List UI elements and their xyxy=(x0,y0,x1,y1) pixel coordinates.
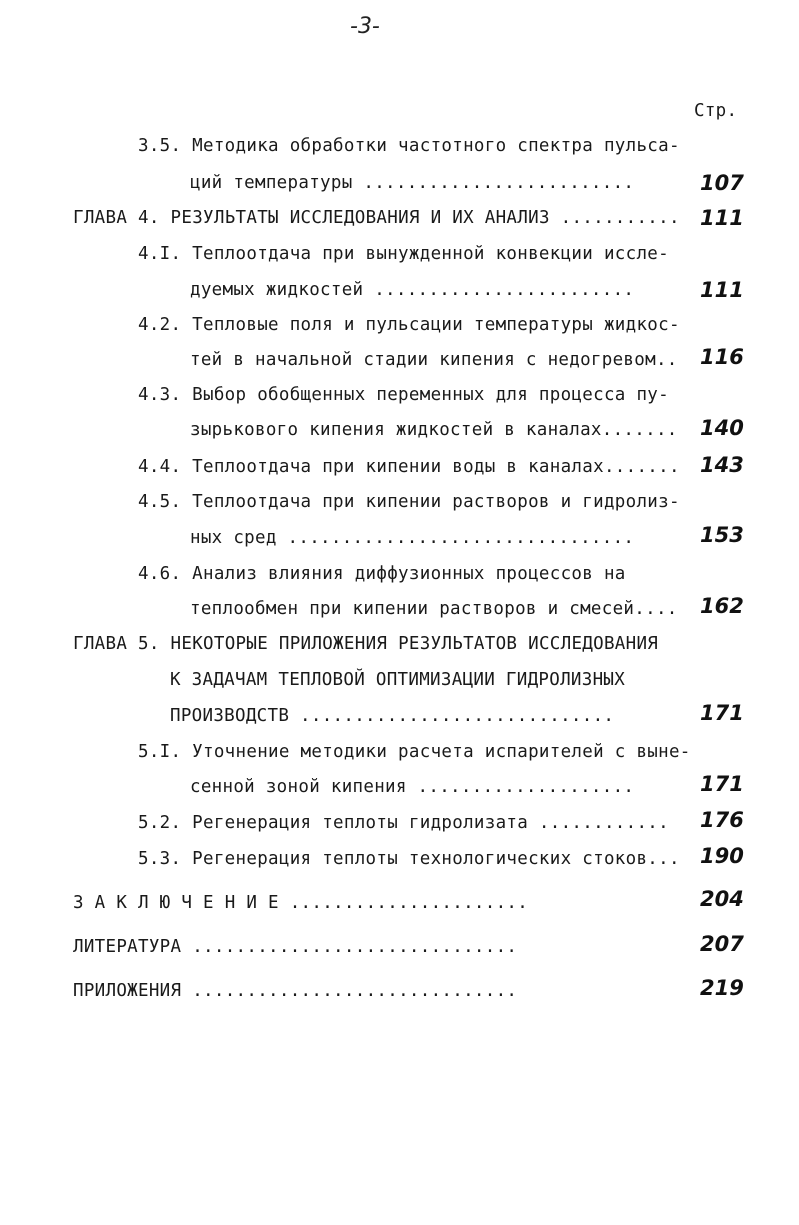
toc-chapter-5-line-2: К ЗАДАЧАМ ТЕПЛОВОЙ ОПТИМИЗАЦИИ ГИДРОЛИЗНЫХ xyxy=(170,670,626,690)
toc-appendices: ПРИЛОЖЕНИЯ .............................. xyxy=(73,981,518,1001)
toc-3-5-line-2: ций температуры ......................... xyxy=(190,173,635,193)
page-column-label: Стр. xyxy=(694,101,738,121)
toc-4-6-page: 162 xyxy=(700,594,744,618)
toc-conclusion-page: 204 xyxy=(700,887,744,911)
toc-4-2-page: 116 xyxy=(700,345,744,369)
toc-literature-page: 207 xyxy=(700,932,744,956)
toc-appendices-page: 219 xyxy=(700,976,744,1000)
toc-chapter-4-page: 111 xyxy=(700,206,744,230)
toc-4-1-page: 111 xyxy=(700,278,744,302)
toc-4-4-line-1: 4.4. Теплоотдача при кипении воды в каналах....... xyxy=(138,457,680,477)
toc-4-2-line-2: тей в начальной стадии кипения с недогревом.. xyxy=(190,350,678,370)
toc-4-5-line-1: 4.5. Теплоотдача при кипении растворов и гидролиз- xyxy=(138,492,680,512)
toc-5-2-page: 176 xyxy=(700,808,744,832)
toc-4-4-page: 143 xyxy=(700,453,744,477)
toc-chapter-5-line-3: ПРОИЗВОДСТВ ............................. xyxy=(170,706,615,726)
toc-5-1-line-2: сенной зоной кипения .................... xyxy=(190,777,635,797)
toc-4-5-line-2: ных сред ................................ xyxy=(190,528,635,548)
toc-5-3-page: 190 xyxy=(700,844,744,868)
toc-5-1-page: 171 xyxy=(700,772,744,796)
toc-4-2-line-1: 4.2. Тепловые поля и пульсации температуры жидкос- xyxy=(138,315,680,335)
toc-3-5-line-1: 3.5. Методика обработки частотного спектра пульса- xyxy=(138,136,680,156)
toc-3-5-page: 107 xyxy=(700,171,744,195)
toc-4-3-page: 140 xyxy=(700,416,744,440)
toc-conclusion: З А К Л Ю Ч Е Н И Е ...................... xyxy=(73,893,529,913)
toc-4-3-line-2: зырькового кипения жидкостей в каналах....... xyxy=(190,420,678,440)
toc-literature: ЛИТЕРАТУРА .............................. xyxy=(73,937,518,957)
toc-4-1-line-2: дуемых жидкостей ........................ xyxy=(190,280,635,300)
toc-chapter-4: ГЛАВА 4. РЕЗУЛЬТАТЫ ИССЛЕДОВАНИЯ И ИХ АНАЛИЗ ........... xyxy=(73,208,680,228)
toc-chapter-5-line-1: ГЛАВА 5. НЕКОТОРЫЕ ПРИЛОЖЕНИЯ РЕЗУЛЬТАТОВ ИССЛЕДОВАНИЯ xyxy=(73,634,659,654)
page-number: -3- xyxy=(350,14,380,39)
toc-chapter-5-page: 171 xyxy=(700,701,744,725)
toc-5-3-line-1: 5.3. Регенерация теплоты технологических стоков... xyxy=(138,849,680,869)
toc-5-1-line-1: 5.I. Уточнение методики расчета испарителей с выне- xyxy=(138,742,691,762)
toc-4-3-line-1: 4.3. Выбор обобщенных переменных для процесса пу- xyxy=(138,385,669,405)
toc-4-1-line-1: 4.I. Теплоотдача при вынужденной конвекции иссле- xyxy=(138,244,669,264)
toc-4-6-line-1: 4.6. Анализ влияния диффузионных процессов на xyxy=(138,564,626,584)
toc-5-2-line-1: 5.2. Регенерация теплоты гидролизата ............ xyxy=(138,813,669,833)
toc-4-6-line-2: теплообмен при кипении растворов и смесей.... xyxy=(190,599,678,619)
toc-4-5-page: 153 xyxy=(700,523,744,547)
